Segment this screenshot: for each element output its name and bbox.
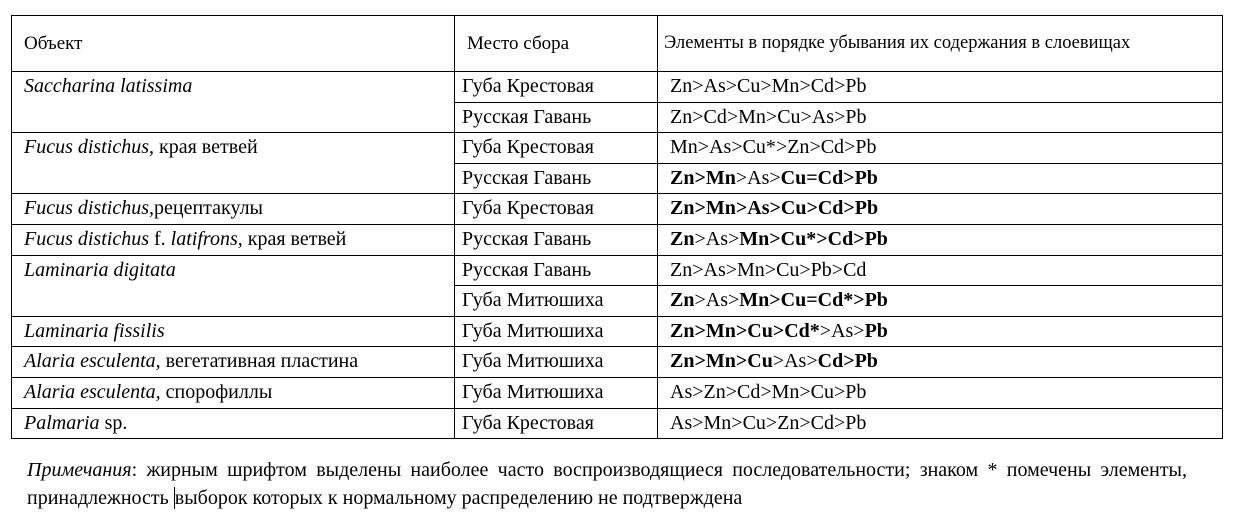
object-text: вегетативная пластина (160, 350, 359, 373)
sequence-token: >As> (819, 319, 865, 342)
place-cell: Губа Крестовая (455, 72, 658, 103)
sequence-token: Mn (771, 75, 800, 97)
place-cell: Губа Митюшиха (455, 316, 658, 347)
sequence-token: > (692, 75, 704, 97)
sequence-cell (658, 286, 1223, 317)
sequence-token: > (834, 105, 846, 128)
table-body (12, 72, 1223, 439)
sequence-token: Zn (670, 105, 693, 128)
place-cell: Русская Гавань (455, 224, 658, 255)
object-cell (12, 377, 455, 408)
sequence-token: Cu* (742, 136, 776, 159)
sequence-token: > (726, 105, 739, 128)
sequence-token: Pb (855, 136, 877, 159)
sequence-cell (658, 408, 1223, 439)
object-text: Laminaria digitata (24, 258, 176, 281)
sequence-cell (658, 163, 1223, 194)
sequence-token: As (703, 75, 726, 97)
sequence-token: > (697, 136, 710, 159)
sequence-token: > (731, 136, 743, 159)
sequence-token-bold: Zn (670, 289, 695, 312)
header-elements: Элементы в порядке убывания их содержания в слоевищах (658, 16, 1223, 72)
object-text: latifrons, (170, 227, 243, 250)
header-object: Объект (12, 16, 455, 72)
place-cell: Русская Гавань (455, 102, 658, 133)
sequence-token: > (775, 136, 788, 159)
place-cell: Губа Крестовая (455, 408, 658, 439)
table-row (12, 72, 1223, 103)
place-cell: Русская Гавань (455, 255, 658, 286)
object-cell (12, 224, 455, 255)
note-text-part1: : жирным шрифтом выделены наиболее часто воспроизводящиеся последовательности; знаком * помечены элементы, принадлежность (27, 459, 1187, 509)
place-cell: Губа Крестовая (455, 133, 658, 164)
place-cell: Губа Митюшиха (455, 347, 658, 378)
table-row (12, 316, 1223, 347)
sequence-token: Mn (738, 105, 766, 128)
table-header-row (12, 16, 1223, 72)
sequence-cell (658, 72, 1223, 103)
object-text: Fucus distichus, (24, 136, 154, 159)
sequence-token: Zn>As>Mn>Cu>Pb>Cd (670, 258, 867, 281)
sequence-token: As (709, 136, 732, 159)
sequence-token-bold: Mn>Cu*>Cd>Pb (739, 227, 888, 250)
object-text: Laminaria fissilis (24, 319, 165, 342)
object-text: Alaria esculenta, (24, 350, 161, 373)
sequence-token: As>Zn>Cd>Mn>Cu>Pb (670, 380, 867, 403)
table-note (27, 456, 1187, 512)
object-cell (12, 72, 455, 133)
sequence-cell (658, 194, 1223, 225)
sequence-token: As (811, 105, 835, 128)
sequence-token: > (692, 105, 704, 128)
object-text: спорофиллы (160, 380, 273, 403)
sequence-token: Cd (703, 105, 727, 128)
sequence-token-bold: Cd>Pb (817, 350, 878, 373)
sequence-token: >As> (735, 166, 781, 189)
sequence-token: > (765, 105, 778, 128)
sequence-cell (658, 102, 1223, 133)
sequence-token-bold: Mn>Cu=Cd*>Pb (739, 289, 888, 312)
table-row (12, 194, 1223, 225)
sequence-token: > (800, 105, 812, 128)
sequence-token: Zn (787, 136, 810, 159)
sequence-token: Pb (845, 105, 867, 128)
sequence-cell (658, 133, 1223, 164)
sequence-cell (658, 377, 1223, 408)
table-row (12, 133, 1223, 164)
sequence-token: > (725, 75, 738, 97)
sequence-token: >As> (772, 350, 818, 373)
elements-table (11, 15, 1223, 439)
object-text: края ветвей (154, 136, 258, 159)
sequence-token-bold: Zn>Mn>As>Cu>Cd>Pb (670, 197, 879, 220)
object-text: Saccharina latissima (24, 75, 193, 97)
place-cell: Губа Крестовая (455, 194, 658, 225)
sequence-cell (658, 255, 1223, 286)
sequence-cell (658, 224, 1223, 255)
object-cell (12, 408, 455, 439)
sequence-token: > (760, 75, 772, 97)
sequence-token: Mn (670, 136, 698, 159)
sequence-token: As>Mn>Cu>Zn>Cd>Pb (670, 411, 867, 434)
sequence-token-bold: Zn>Mn>Cu (670, 350, 773, 373)
note-text-part2: выборок которых к нормальному распределению не подтверждена (174, 487, 743, 509)
place-cell: Губа Митюшиха (455, 377, 658, 408)
object-cell (12, 255, 455, 316)
object-cell (12, 316, 455, 347)
sequence-token-bold: Cu=Cd>Pb (780, 166, 878, 189)
note-label: Примечания (27, 459, 132, 481)
table-row (12, 347, 1223, 378)
sequence-cell (658, 347, 1223, 378)
sequence-token: Zn (670, 75, 693, 97)
object-cell (12, 194, 455, 225)
sequence-token-bold: Zn>Mn>Cu>Cd* (670, 319, 820, 342)
place-cell: Губа Митюшиха (455, 286, 658, 317)
sequence-token: >As> (694, 289, 740, 312)
sequence-token: Cd (810, 75, 835, 97)
sequence-token: > (799, 75, 811, 97)
table-row (12, 377, 1223, 408)
sequence-token: Cu (777, 105, 801, 128)
object-text: края ветвей (242, 227, 347, 250)
table-row (12, 224, 1223, 255)
header-place: Место сбора (455, 16, 658, 72)
sequence-token-bold: Pb (864, 319, 888, 342)
sequence-token: > (844, 136, 856, 159)
object-text: Palmaria (24, 411, 100, 434)
sequence-token: Cu (737, 75, 761, 97)
object-cell (12, 133, 455, 194)
object-text: Fucus distichus (24, 227, 149, 250)
sequence-cell (658, 316, 1223, 347)
sequence-token: > (834, 75, 846, 97)
table-row (12, 255, 1223, 286)
object-cell (12, 347, 455, 378)
table-row (12, 408, 1223, 439)
object-text: sp. (99, 411, 128, 434)
sequence-token-bold: Zn (670, 227, 695, 250)
sequence-token: >As> (694, 227, 740, 250)
object-text: Fucus distichus, (24, 197, 154, 220)
sequence-token-bold: Zn>Mn (670, 166, 736, 189)
place-cell: Русская Гавань (455, 163, 658, 194)
sequence-token: Pb (845, 75, 867, 97)
object-text: рецептакулы (154, 197, 263, 220)
sequence-token: Cd (820, 136, 845, 159)
sequence-token: > (809, 136, 821, 159)
object-text: f. (149, 227, 171, 250)
object-text: Alaria esculenta, (24, 380, 161, 403)
